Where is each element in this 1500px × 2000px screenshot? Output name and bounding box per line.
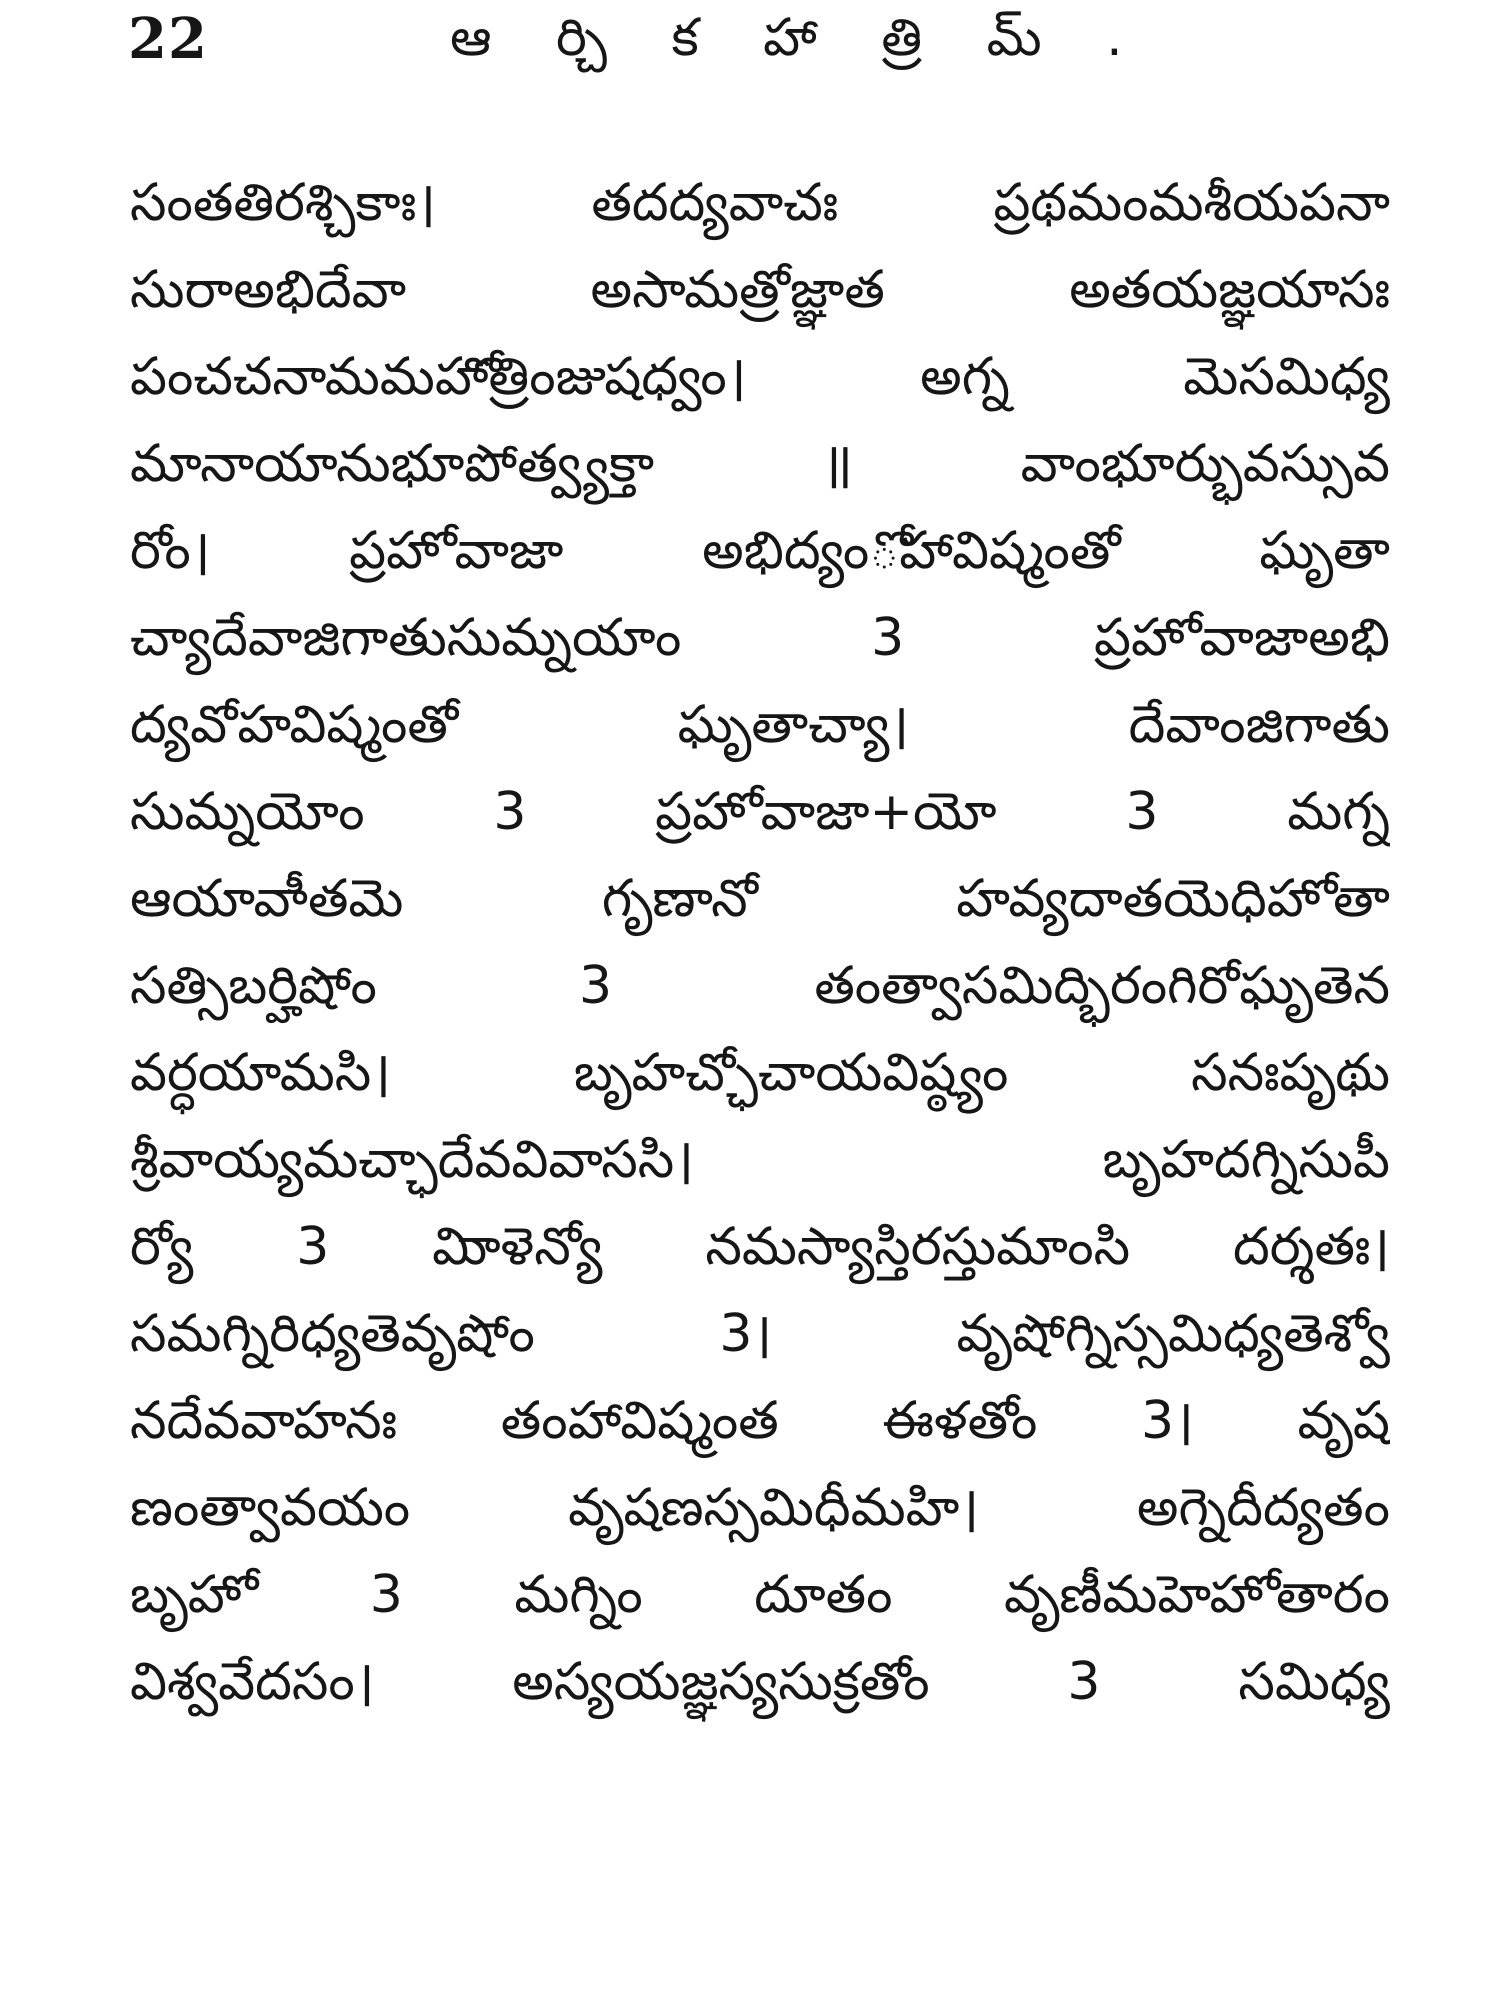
text-line: ద్యవోహవిష్మంతో ఘృతాచ్యా। దేవాంజిగాతు [130,695,1390,755]
text-line: నదేవవాహనః తంహావిష్మంత ఈళతోం 3। వృష [130,1391,1390,1451]
text-line: చ్యాదేవాజిగాతుసుమ్నయాం 3 ప్రహోవాజాఅభి [130,608,1390,668]
text-line: రోం। ప్రహోవాజా అభిద్యంోహావిష్మంతో ఘృతా [130,521,1390,581]
text-line: ర్యో 3 మిాళెన్యో నమస్యాస్తిరస్తుమాంసి దర్శతః। [130,1217,1390,1277]
text-line: శ్రీవాయ్యమచ్ఛాదేవవివాససి। బృహదగ్నిసుపీ [130,1130,1390,1190]
text-line: విశ్వవేదసం। అస్యయజ్ఞస్యసుక్రతోం 3 సమిధ్య [130,1652,1390,1712]
text-line: వర్ధయామసి। బృహచ్ఛోచాయవిష్ఠ్యం సనఃపృథు [130,1043,1390,1103]
page-header [0,0,1500,96]
text-line: మానాయానుభూపోత్వ్యక్తా ॥ వాంభూర్భువస్సువ [130,434,1390,494]
text-line: పంచచనామమహాోత్రింజుషధ్వం। అగ్న మెసమిధ్య [130,347,1390,407]
text-line: బృహో 3 మగ్నిం దూతం వృణీమహెహోతారం [130,1565,1390,1625]
text-line: సమగ్నిరిధ్యతెవృషోం 3। వృషోగ్నిస్సమిధ్యతెశ్వో [130,1304,1390,1364]
body-text [130,160,1390,1980]
text-line: సురాఅభిదేవా అసామత్రోజ్ఞాత అతయజ్ఞయాసః [130,260,1390,320]
text-line: సుమ్నయోం 3 ప్రహోవాజా+యో 3 మగ్న [130,782,1390,842]
text-line: ఆయావాీతమె గృణానో హవ్యదాతయెధిహోతా [130,869,1390,929]
running-head: ఆ ర్చి క హా త్రి మ్ . [450,8,1147,68]
text-line: సంతతిరశ్చికాః। తదద్యవాచః ప్రథమంమశీయపనా [130,173,1390,233]
text-line: ణంత్వావయం వృషణస్సమిధీమహి। అగ్నెదీద్యతం [130,1478,1390,1538]
page-number: 22 [128,6,208,72]
text-line: సత్సిబర్హిషోం 3 తంత్వాసమిద్భిరంగిరోఘృతెన [130,956,1390,1016]
